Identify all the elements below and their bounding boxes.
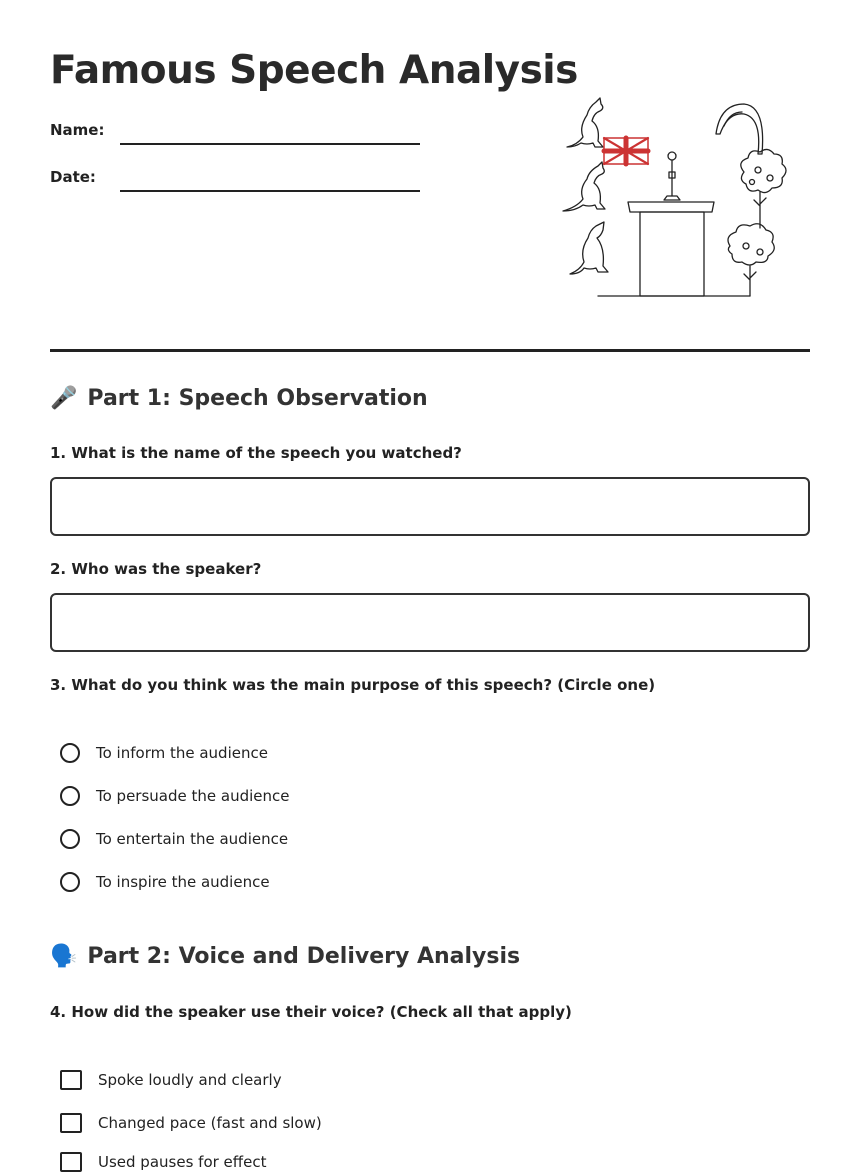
tree-icon — [728, 224, 774, 296]
voice-option-pace[interactable] — [60, 1113, 322, 1133]
speech-name-answer-box[interactable] — [50, 477, 810, 536]
tree-icon — [741, 149, 786, 228]
question-4: 4. How did the speaker use their voice? (Check all that apply) — [50, 1003, 572, 1021]
kangaroo-icon — [563, 162, 605, 211]
date-label: Date: — [50, 168, 96, 186]
purpose-option-entertain[interactable] — [60, 829, 288, 849]
question-2: 2. Who was the speaker? — [50, 560, 262, 578]
option-label: Spoke loudly and clearly — [98, 1071, 282, 1089]
podium-illustration — [538, 96, 794, 302]
checkbox[interactable] — [60, 1113, 82, 1133]
radio-circle[interactable] — [60, 829, 80, 849]
part1-heading — [50, 386, 428, 411]
purpose-option-inspire[interactable] — [60, 872, 270, 892]
voice-option-loud-clear[interactable] — [60, 1070, 282, 1090]
union-jack-flag-icon — [604, 138, 648, 164]
microphone-icon — [664, 152, 680, 200]
option-label: Used pauses for effect — [98, 1153, 267, 1171]
kangaroo-icon — [570, 222, 608, 274]
speaking-head-icon: 🗣️ — [50, 944, 78, 969]
option-label: To inform the audience — [96, 744, 268, 762]
part2-heading — [50, 944, 520, 969]
voice-option-pauses[interactable] — [60, 1152, 266, 1172]
radio-circle[interactable] — [60, 786, 80, 806]
question-3: 3. What do you think was the main purpose of this speech? (Circle one) — [50, 676, 656, 694]
option-label: To inspire the audience — [96, 873, 270, 891]
option-label: Changed pace (fast and slow) — [98, 1114, 322, 1132]
checkbox[interactable] — [60, 1152, 82, 1172]
name-field[interactable] — [120, 143, 420, 145]
podium-icon — [598, 202, 750, 296]
boomerang-icon — [716, 104, 763, 154]
radio-circle[interactable] — [60, 872, 80, 892]
section-divider — [50, 349, 810, 352]
option-label: To entertain the audience — [96, 830, 289, 848]
page-title: Famous Speech Analysis — [50, 48, 578, 93]
purpose-option-persuade[interactable] — [60, 786, 290, 806]
part2-title: Part 2: Voice and Delivery Analysis — [87, 944, 521, 969]
option-label: To persuade the audience — [96, 787, 290, 805]
part1-title: Part 1: Speech Observation — [87, 386, 428, 411]
speaker-answer-box[interactable] — [50, 593, 810, 652]
radio-circle[interactable] — [60, 743, 80, 763]
purpose-option-inform[interactable] — [60, 743, 268, 763]
checkbox[interactable] — [60, 1070, 82, 1090]
date-field[interactable] — [120, 190, 420, 192]
name-label: Name: — [50, 121, 105, 139]
microphone-icon: 🎤 — [50, 386, 78, 411]
kangaroo-icon — [567, 98, 603, 147]
question-1: 1. What is the name of the speech you watched? — [50, 444, 462, 462]
